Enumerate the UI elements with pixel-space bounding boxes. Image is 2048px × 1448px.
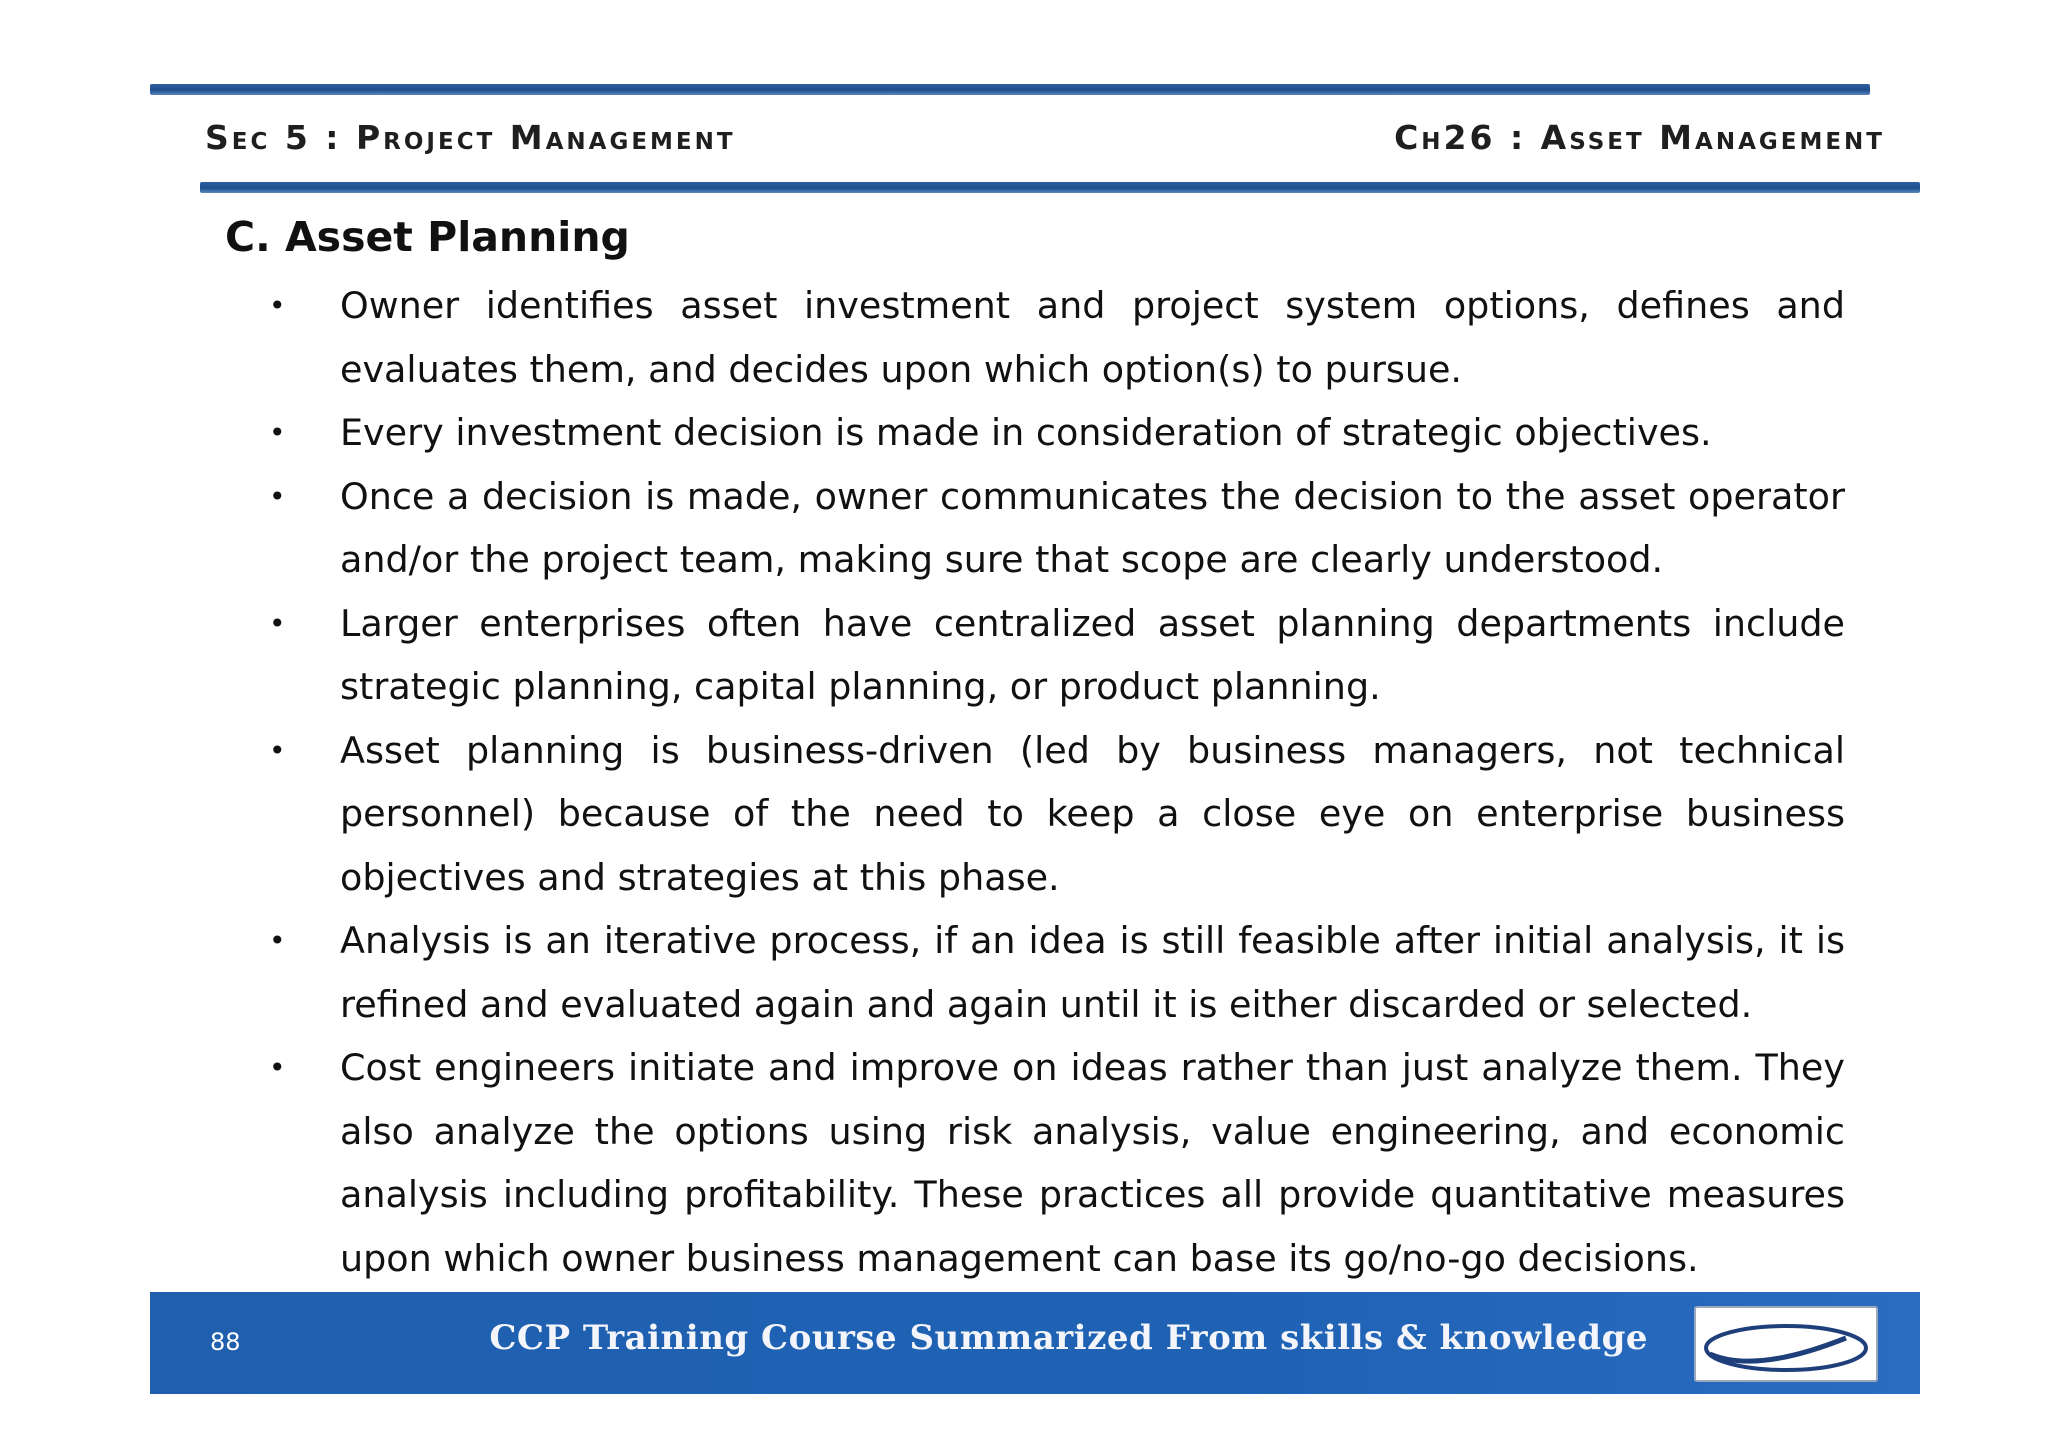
bullet-item: [265, 719, 1845, 910]
header-bottom-rule: [200, 182, 1920, 193]
bullet-icon: •: [269, 924, 286, 957]
bullet-icon: •: [269, 733, 286, 767]
section-title: C. Asset Planning: [225, 213, 630, 261]
bullet-icon: •: [269, 416, 286, 449]
bullet-text: Cost engineers initiate and improve on ideas rather than just analyze them. They also analyze the options using risk analysis, value engineering, and economic analysis including profitability. These practices all provide quantitative measures upon which owner business management can base its go/no-go decisions.: [340, 1046, 1845, 1280]
section-label: Sec 5 : Project Management: [205, 118, 736, 157]
bullet-item: [265, 1036, 1845, 1290]
bullet-text: Owner identifies asset investment and project system options, defines and evaluates them, and decides upon which option(s) to pursue.: [340, 284, 1845, 391]
bullet-text: Analysis is an iterative process, if an idea is still feasible after initial analysis, it is refined and evaluated again and again until it is either discarded or selected.: [340, 919, 1845, 1026]
footer-course-text: CCP Training Course Summarized From skills & knowledge: [489, 1318, 1648, 1358]
aace-international-logo: [1694, 1306, 1878, 1382]
page-number: 88: [210, 1328, 241, 1356]
bullet-text: Larger enterprises often have centralized asset planning departments include strategic planning, capital planning, or product planning.: [340, 601, 1845, 708]
slide-header: [205, 118, 1885, 166]
bullet-item: [265, 465, 1845, 592]
bullet-icon: •: [269, 289, 286, 322]
bullet-list: [265, 274, 1845, 1290]
header-top-rule: [150, 84, 1870, 95]
bullet-text: Every investment decision is made in consideration of strategic objectives.: [340, 411, 1712, 454]
bullet-icon: •: [269, 606, 286, 640]
bullet-item: [265, 401, 1845, 465]
bullet-item: [265, 592, 1845, 719]
aace-logo-icon: [1696, 1308, 1876, 1380]
chapter-label: Ch26 : Asset Management: [1394, 118, 1885, 157]
bullet-icon: •: [269, 1051, 286, 1084]
bullet-item: [265, 909, 1845, 1036]
bullet-item: [265, 274, 1845, 401]
footer-band: [150, 1292, 1920, 1394]
bullet-text: Once a decision is made, owner communicates the decision to the asset operator and/or the project team, making sure that scope are clearly understood.: [340, 474, 1845, 581]
bullet-icon: •: [269, 479, 286, 513]
bullet-text: Asset planning is business-driven (led by business managers, not technical personnel) because of the need to keep a close eye on enterprise business objectives and strategies at this phase.: [340, 728, 1845, 899]
